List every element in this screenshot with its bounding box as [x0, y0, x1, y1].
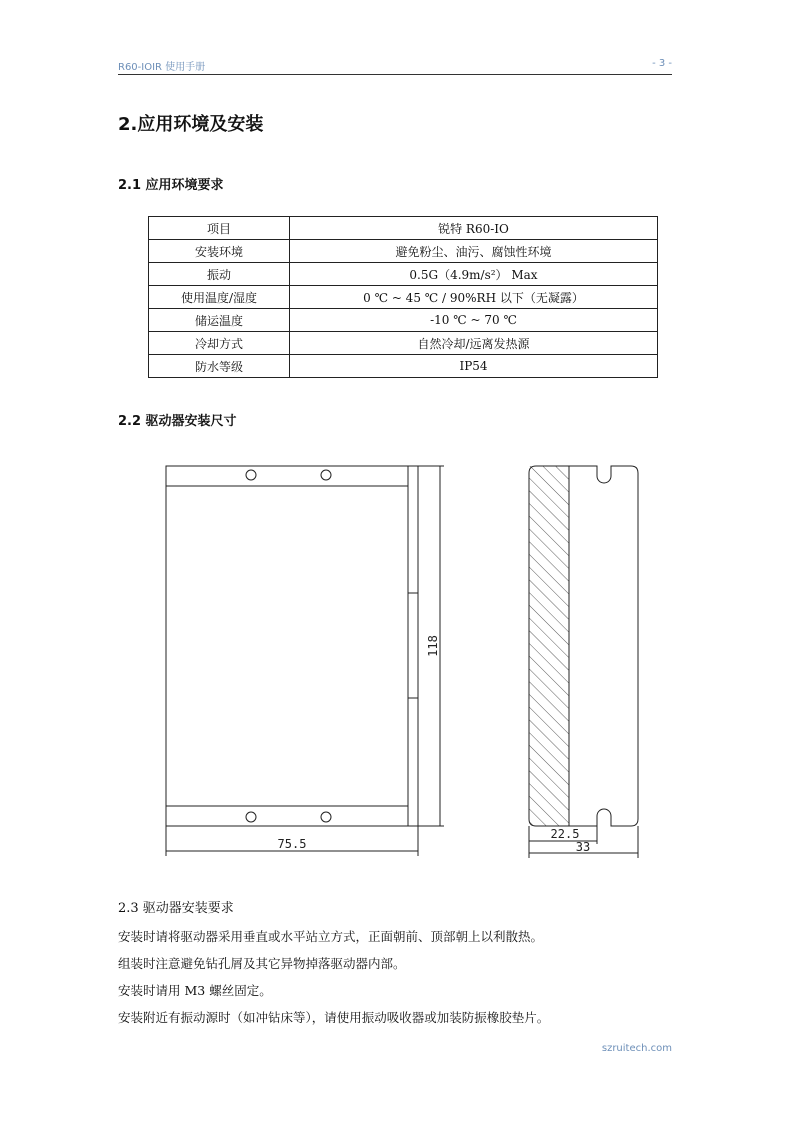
table-cell-value: 0.5G（4.9m/s²） Max	[290, 263, 658, 286]
dimension-section-title: 2.2 驱动器安装尺寸	[118, 414, 237, 429]
dimension-inner-width-label: 22.5	[550, 827, 580, 841]
mount-hole	[246, 470, 256, 480]
front-view-body	[166, 466, 408, 826]
dimension-side-width-label: 33	[575, 840, 591, 854]
mount-hole	[321, 812, 331, 822]
install-requirement-line: 安装附近有振动源时（如冲钻床等），请使用振动吸收器或加装防振橡胶垫片。	[118, 1010, 550, 1025]
dimension-width-label: 75.5	[277, 837, 307, 851]
table-cell-value: -10 ℃ ~ 70 ℃	[290, 309, 658, 332]
table-cell-label: 使用温度/湿度	[149, 286, 290, 309]
table-cell-value: 0 ℃ ~ 45 ℃ / 90%RH 以下（无凝露）	[290, 286, 658, 309]
install-section-title: 2.3 驱动器安装要求	[118, 901, 234, 916]
header-doc-title: R60-IOIR 使用手册	[118, 62, 206, 73]
table-cell-label: 储运温度	[149, 309, 290, 332]
table-cell-label: 振动	[149, 263, 290, 286]
table-cell-label: 项目	[149, 217, 290, 240]
table-cell-label: 冷却方式	[149, 332, 290, 355]
table-cell-value: 锐特 R60-IO	[290, 217, 658, 240]
install-requirement-line: 组装时注意避免钻孔屑及其它异物掉落驱动器内部。	[118, 956, 406, 971]
install-requirement-line: 安装时请用 M3 螺丝固定。	[118, 983, 272, 998]
env-section-title: 2.1 应用环境要求	[118, 178, 224, 193]
table-cell-label: 安装环境	[149, 240, 290, 263]
footer-website: szruitech.com	[601, 1043, 672, 1054]
table-cell-value: 自然冷却/远离发热源	[290, 332, 658, 355]
table-cell-value: IP54	[290, 355, 658, 378]
table-cell-label: 防水等级	[149, 355, 290, 378]
dimension-height-label: 118	[426, 635, 440, 657]
front-view-side-plate	[408, 466, 418, 826]
side-view-hatch	[529, 466, 569, 826]
mount-hole	[321, 470, 331, 480]
section-title: 2.应用环境及安装	[118, 114, 264, 135]
install-requirement-line: 安装时请将驱动器采用垂直或水平站立方式，正面朝前、顶部朝上以利散热。	[118, 929, 544, 944]
mount-hole	[246, 812, 256, 822]
header-page-number: - 3 -	[652, 58, 672, 69]
table-cell-value: 避免粉尘、油污、腐蚀性环境	[290, 240, 658, 263]
